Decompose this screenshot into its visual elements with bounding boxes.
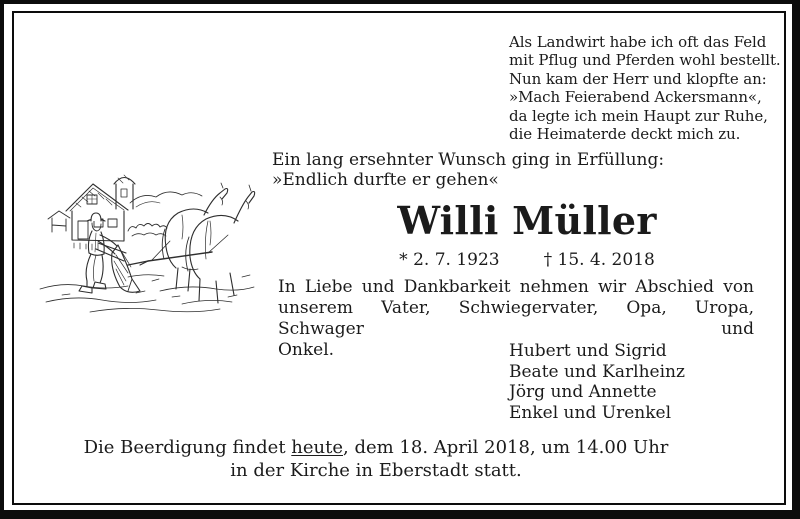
funeral-text-part2: , dem 18. April 2018, um 14.00 Uhr xyxy=(343,437,669,458)
poem-line: Nun kam der Herr und klopfte an: xyxy=(509,69,767,88)
farmer-sketch xyxy=(79,213,117,293)
poem-line: mit Pflug und Pferden wohl bestellt. xyxy=(509,51,781,70)
mourner-line: Enkel und Urenkel xyxy=(509,402,672,423)
shed-sketch xyxy=(48,211,70,232)
furrows-sketch xyxy=(40,275,254,312)
tower-sketch xyxy=(114,175,135,209)
farewell-line: In Liebe und Dankbarkeit nehmen wir Abschied von xyxy=(278,277,754,297)
farewell-line: unserem Vater, Schwiegervater, Opa, Uropa, Schwager und xyxy=(278,298,754,339)
funeral-line-1 xyxy=(0,437,752,460)
poem-line: die Heimaterde deckt mich zu. xyxy=(509,125,741,144)
funeral-text-part1: Die Beerdigung findet xyxy=(83,437,292,458)
intro-text xyxy=(272,151,664,190)
birth-date: * 2. 7. 1923 xyxy=(399,250,500,270)
funeral-line-2: in der Kirche in Eberstadt statt. xyxy=(230,459,522,481)
deceased-name: Willi Müller xyxy=(397,198,657,243)
mourner-line: Hubert und Sigrid xyxy=(509,341,667,361)
mourner-line: Jörg und Annette xyxy=(509,382,657,403)
mourners-list xyxy=(509,341,685,423)
intro-line: Ein lang ersehnter Wunsch ging in Erfüllung: xyxy=(272,150,665,170)
farmer-plowing-illustration xyxy=(32,169,264,321)
harness-sketch xyxy=(140,235,228,265)
memorial-poem xyxy=(509,33,781,143)
farewell-line: Onkel. xyxy=(278,340,335,360)
death-date: † 15. 4. 2018 xyxy=(543,250,655,270)
bushes-sketch xyxy=(128,224,167,237)
mourner-line: Beate und Karlheinz xyxy=(509,361,685,382)
funeral-today-emphasis: heute xyxy=(291,437,344,458)
funeral-announcement xyxy=(0,437,752,482)
poem-line: »Mach Feierabend Ackersmann«, xyxy=(509,88,762,107)
poem-line: Als Landwirt habe ich oft das Feld xyxy=(509,33,767,51)
hills-sketch xyxy=(130,192,202,207)
poem-line: da legte ich mein Haupt zur Ruhe, xyxy=(509,106,768,125)
intro-quote: »Endlich durfte er gehen« xyxy=(272,169,499,190)
horses-sketch xyxy=(162,183,254,303)
life-dates xyxy=(277,250,777,270)
